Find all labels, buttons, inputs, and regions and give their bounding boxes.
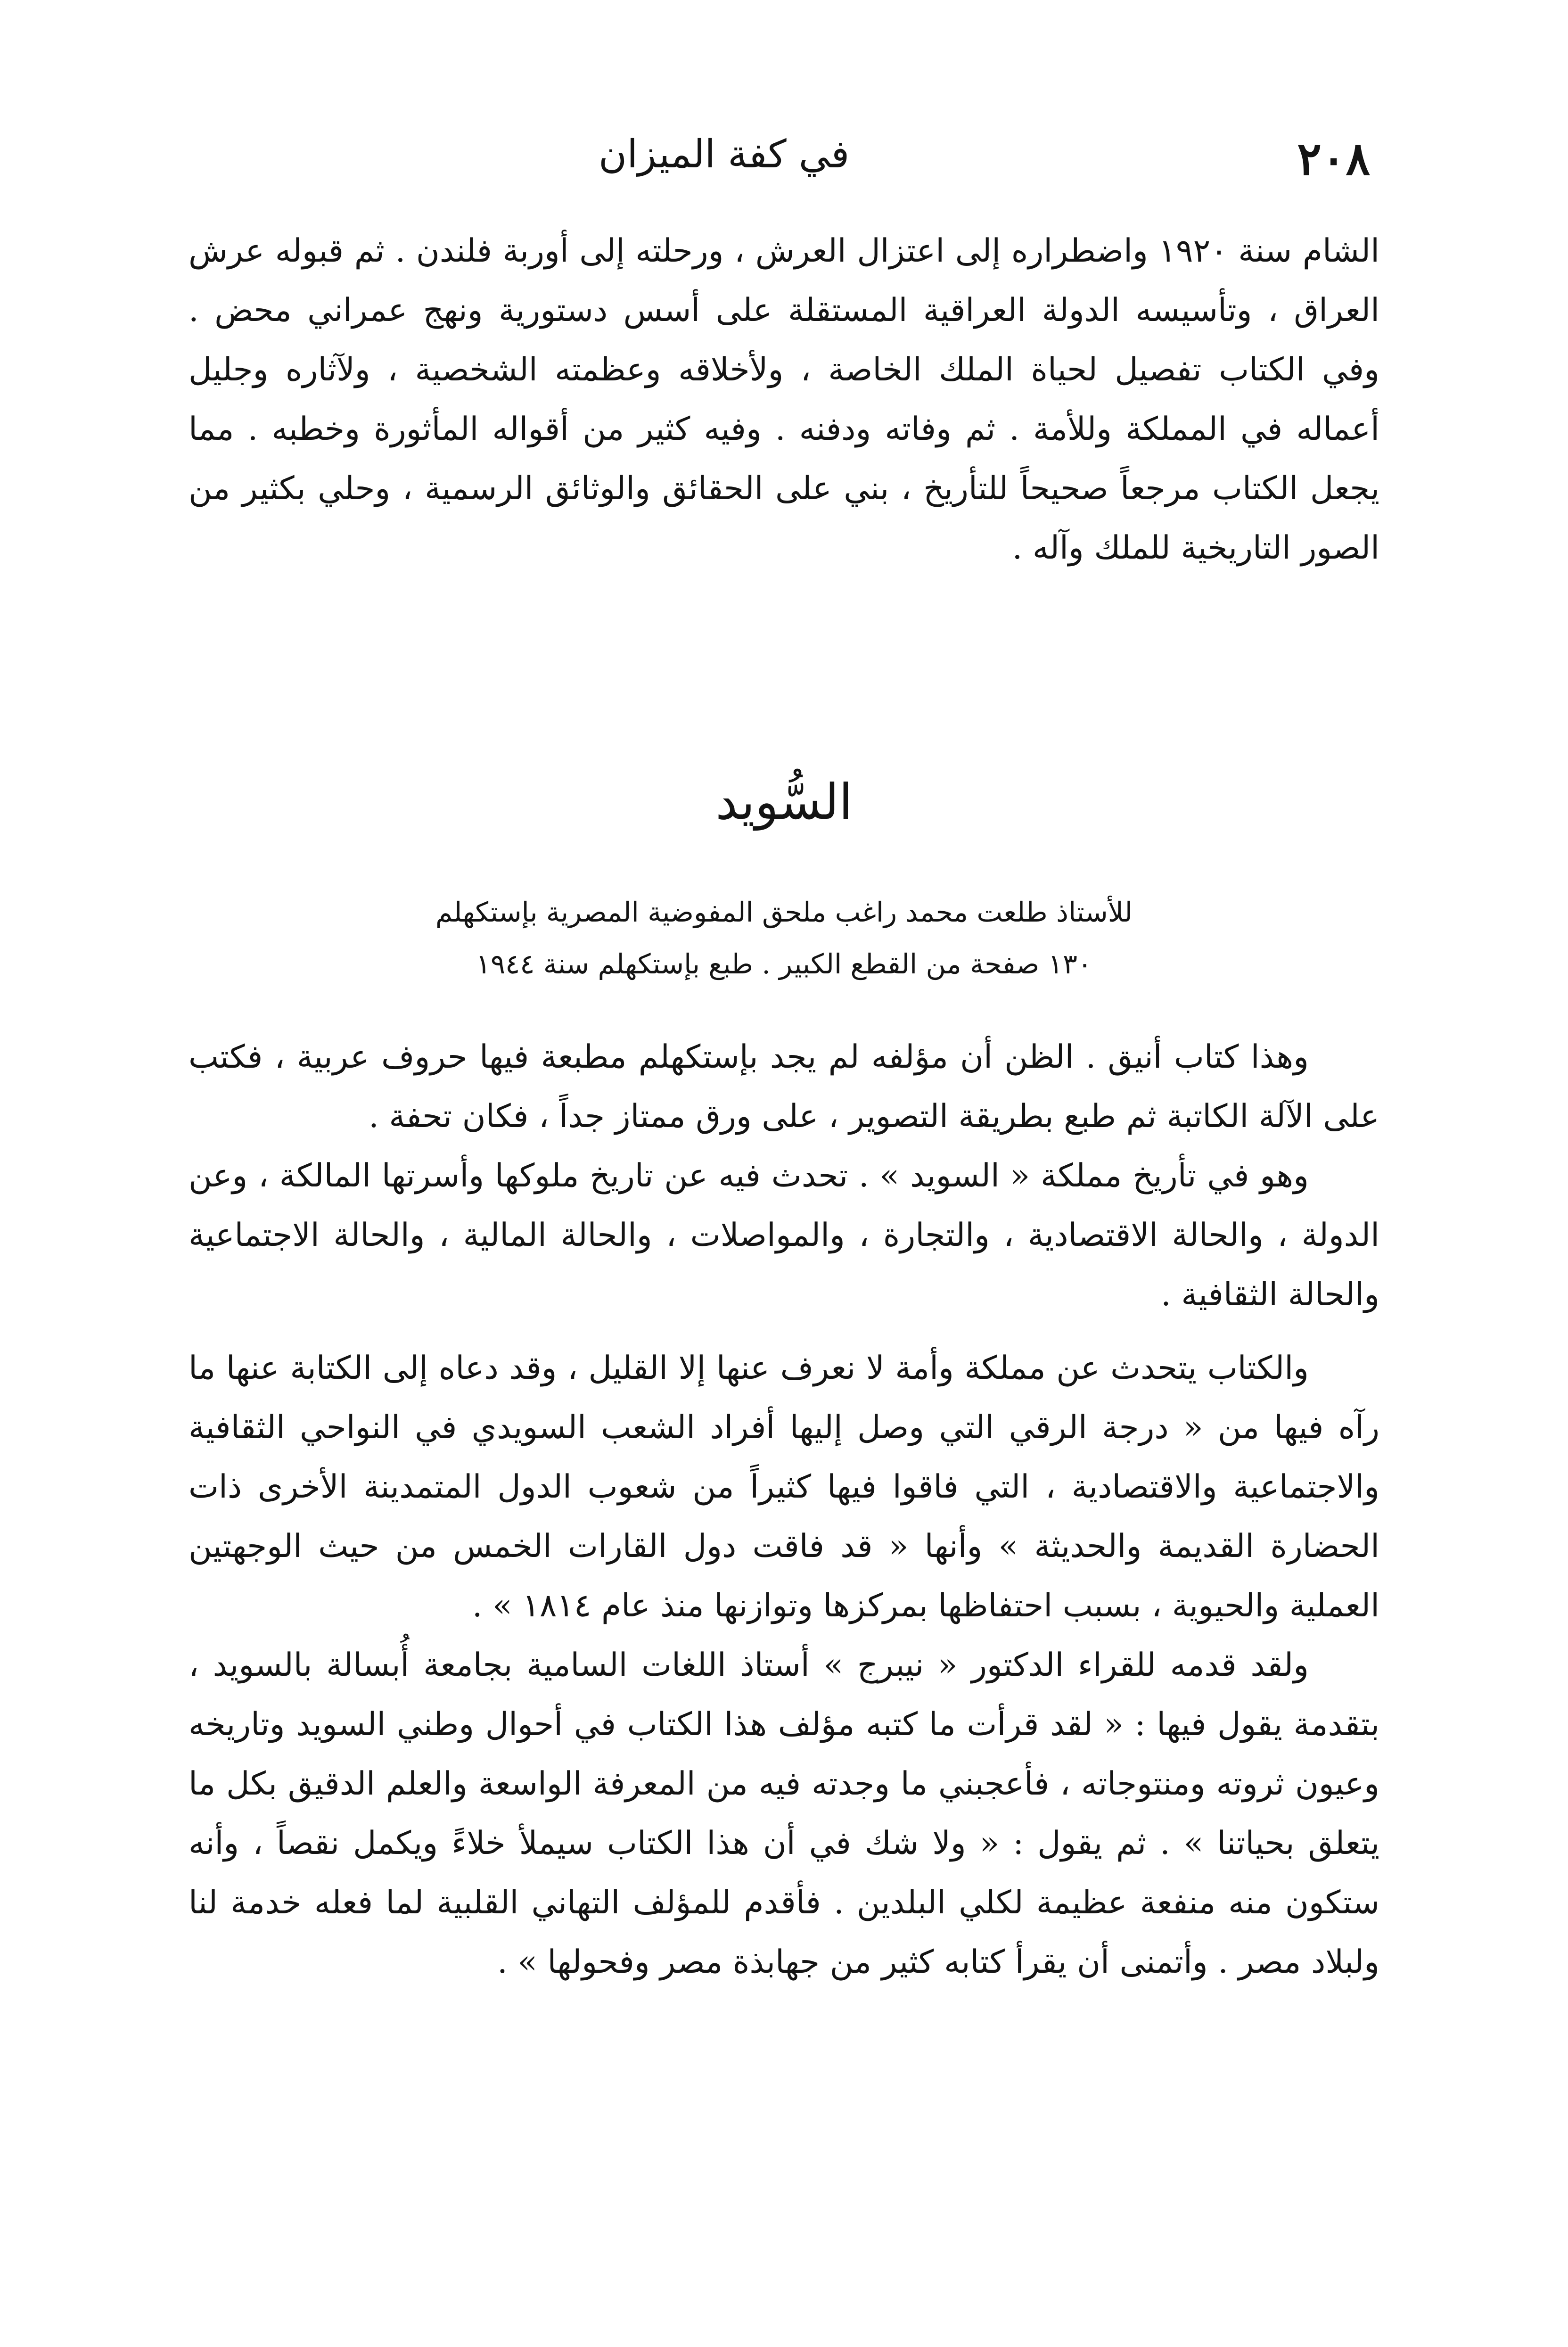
page-header <box>189 118 1379 193</box>
previous-section-text <box>189 222 1379 578</box>
review-text <box>189 1028 1379 1992</box>
section-title: السُّويد <box>715 773 853 831</box>
page-number: ٢٠٨ <box>1297 132 1370 185</box>
paragraph: وهذا كتاب أنيق . الظن أن مؤلفه لم يجد بإستكهلم مطبعة فيها حروف عربية ، فكتب على الآلة الكاتبة ثم طبع بطريقة التصوير ، على ورق ممتاز جداً ، فكان تحفة . <box>189 1038 1379 1135</box>
book-info <box>189 886 1379 990</box>
book-author-line: للأستاذ طلعت محمد راغب ملحق المفوضية المصرية بإستكهلم <box>435 896 1133 928</box>
paragraph: ولقد قدمه للقراء الدكتور « نيبرج » أستاذ اللغات السامية بجامعة أُبسالة بالسويد ، بتقدمة يقول فيها : « لقد قرأت ما كتبه مؤلف هذا الكتاب في أحوال وطني السويد وتاريخه وعيون ثروته ومنتوجاته ، فأعجبني ما وجدته فيه من المعرفة الواسعة والعلم الدقيق بكل ما يتعلق بحياتنا » . ثم يقول : « ولا شك في أن هذا الكتاب سيملأ خلاءً ويكمل نقصاً ، وأنه ستكون منه منفعة عظيمة لكلي البلدين . فأقدم للمؤلف التهاني القلبية لما فعله خدمة لنا ولبلاد مصر . وأتمنى أن يقرأ كتابه كثير من جهابذة مصر وفحولها » . <box>189 1647 1379 1981</box>
book-details-line: ١٣٠ صفحة من القطع الكبير . طبع بإستكهلم سنة ١٩٤٤ <box>476 948 1092 980</box>
paragraph: الشام سنة ١٩٢٠ واضطراره إلى اعتزال العرش ، ورحلته إلى أوربة فلندن . ثم قبوله عرش العراق ، وتأسيسه الدولة العراقية المستقلة على أسس دستورية ونهج عمراني محض . وفي الكتاب تفصيل لحياة الملك الخاصة ، ولأخلاقه وعظمته الشخصية ، ولآثاره وجليل أعماله في المملكة وللأمة . ثم وفاته ودفنه . وفيه كثير من أقواله المأثورة وخطبه . مما يجعل الكتاب مرجعاً صحيحاً للتأريخ ، بني على الحقائق والوثائق الرسمية ، وحلي بكثير من الصور التاريخية للملك وآله . <box>189 232 1379 567</box>
paragraph: وهو في تأريخ مملكة « السويد » . تحدث فيه عن تاريخ ملوكها وأسرتها المالكة ، وعن الدولة ، والحالة الاقتصادية ، والتجارة ، والمواصلات ، والحالة المالية ، والحالة الاجتماعية والحالة الثقافية . <box>189 1157 1379 1313</box>
running-title: في كفة الميزان <box>599 132 850 177</box>
paragraph: والكتاب يتحدث عن مملكة وأمة لا نعرف عنها إلا القليل ، وقد دعاه إلى الكتابة عنها ما رآه فيها من « درجة الرقي التي وصل إليها أفراد الشعب السويدي في النواحي الثقافية والاجتماعية والاقتصادية ، التي فاقوا فيها كثيراً من شعوب الدول المتمدينة الأخرى ذات الحضارة القديمة والحديثة » وأنها « قد فاقت دول القارات الخمس من حيث الوجهتين العملية والحيوية ، بسبب احتفاظها بمركزها وتوازنها منذ عام ١٨١٤ » . <box>189 1350 1379 1624</box>
